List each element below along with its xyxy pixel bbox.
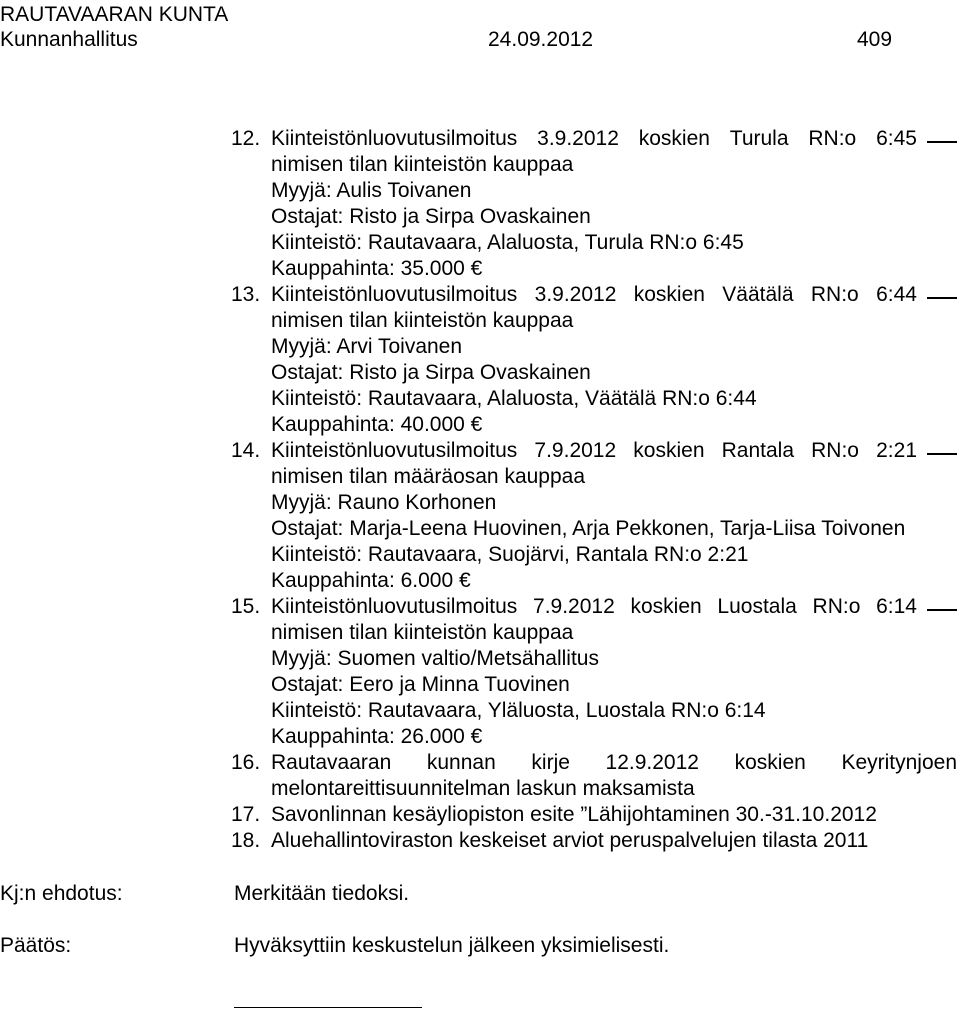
notice-item xyxy=(231,282,957,438)
title-word: RN:o xyxy=(811,439,859,462)
item-detail-line: Kauppahinta: 40.000 € xyxy=(271,413,483,436)
item-number: 16. xyxy=(231,751,261,774)
item-detail-line: Myyjä: Suomen valtio/Metsähallitus xyxy=(271,647,599,670)
item-title-line: Aluehallintoviraston keskeiset arviot peruspalvelujen tilasta 2011 xyxy=(271,829,869,852)
item-number: 13. xyxy=(231,283,261,306)
item-detail-line: Ostajat: Risto ja Sirpa Ovaskainen xyxy=(271,361,591,384)
title-word: koskien xyxy=(734,751,806,774)
signature-line xyxy=(234,1007,422,1008)
item-title-line xyxy=(271,126,957,152)
item-title-line xyxy=(271,594,957,620)
title-word: koskien xyxy=(633,283,705,306)
title-word: Väätälä xyxy=(722,283,794,306)
title-word: Keyritynjoen xyxy=(841,751,957,774)
title-word: Kiinteistönluovutusilmoitus xyxy=(271,283,518,306)
title-word: koskien xyxy=(630,595,702,618)
item-title-line xyxy=(271,282,957,308)
title-word: Kiinteistönluovutusilmoitus xyxy=(271,127,518,150)
notice-item xyxy=(231,594,957,750)
item-detail-line: Kiinteistö: Rautavaara, Suojärvi, Rantala RN:o 2:21 xyxy=(271,543,749,566)
title-word: 6:14 xyxy=(876,595,917,618)
decision-label: Päätös: xyxy=(0,934,72,957)
title-word: Rautavaaran xyxy=(271,751,392,774)
item-detail-line: nimisen tilan kiinteistön kauppaa xyxy=(271,309,574,332)
item-detail-line: Ostajat: Eero ja Minna Tuovinen xyxy=(271,673,570,696)
title-word: Kiinteistönluovutusilmoitus xyxy=(271,595,518,618)
item-detail-line: Myyjä: Aulis Toivanen xyxy=(271,179,472,202)
title-word: kirje xyxy=(531,751,570,774)
title-word: RN:o xyxy=(810,283,859,306)
title-word: RN:o xyxy=(812,595,861,618)
title-word: 6:44 xyxy=(876,283,917,306)
item-detail-line: Ostajat: Marja-Leena Huovinen, Arja Pekkonen, Tarja-Liisa Toivonen xyxy=(271,517,906,540)
item-detail-line: Kauppahinta: 6.000 € xyxy=(271,569,471,592)
item-detail-line: Kiinteistö: Rautavaara, Yläluosta, Luostala RN:o 6:14 xyxy=(271,699,766,722)
title-word: RN:o xyxy=(808,127,857,150)
item-title-line xyxy=(271,750,957,776)
title-word: Turula xyxy=(729,127,789,150)
item-detail-line: Ostajat: Risto ja Sirpa Ovaskainen xyxy=(271,205,591,228)
item-number: 12. xyxy=(231,127,261,150)
item-detail-line: nimisen tilan kiinteistön kauppaa xyxy=(271,621,574,644)
item-title-line: Savonlinnan kesäyliopiston esite ”Lähijohtaminen 30.-31.10.2012 xyxy=(271,803,877,826)
item-detail-line: nimisen tilan määräosan kauppaa xyxy=(271,465,586,488)
title-word: Rantala xyxy=(721,439,795,462)
item-number: 14. xyxy=(231,439,261,462)
title-word: 2:21 xyxy=(876,439,917,462)
item-detail-line: Myyjä: Arvi Toivanen xyxy=(271,335,463,358)
title-word: 3.9.2012 xyxy=(537,127,619,150)
notice-item xyxy=(231,750,957,802)
decision-text: Hyväksyttiin keskustelun jälkeen yksimielisesti. xyxy=(234,934,670,957)
proposal-text: Merkitään tiedoksi. xyxy=(234,882,410,905)
title-word: koskien xyxy=(633,439,705,462)
title-word: koskien xyxy=(638,127,710,150)
title-word: Kiinteistönluovutusilmoitus xyxy=(271,439,518,462)
title-word: 6:45 xyxy=(876,127,917,150)
item-detail-line: Kauppahinta: 35.000 € xyxy=(271,257,483,280)
item-detail-line: Kauppahinta: 26.000 € xyxy=(271,725,483,748)
body-name: Kunnanhallitus xyxy=(0,28,138,51)
item-detail-line: Kiinteistö: Rautavaara, Alaluosta, Turula RN:o 6:45 xyxy=(271,231,744,254)
meeting-date: 24.09.2012 xyxy=(488,28,594,51)
item-detail-line: Kiinteistö: Rautavaara, Alaluosta, Väätälä RN:o 6:44 xyxy=(271,387,757,410)
title-word: 7.9.2012 xyxy=(533,595,615,618)
title-word: 7.9.2012 xyxy=(534,439,617,462)
page-number: 409 xyxy=(857,28,893,51)
proposal-label: Kj:n ehdotus: xyxy=(0,882,123,905)
item-number: 15. xyxy=(231,595,261,618)
notice-item xyxy=(231,802,957,828)
org-name: RAUTAVAARAN KUNTA xyxy=(0,3,229,26)
notice-item xyxy=(231,126,957,282)
title-word: 3.9.2012 xyxy=(534,283,617,306)
notice-list xyxy=(231,126,957,854)
item-number: 18. xyxy=(231,829,261,852)
item-detail-line: melontareittisuunnitelman laskun maksamista xyxy=(271,777,695,800)
notice-item xyxy=(231,438,957,594)
item-number: 17. xyxy=(231,803,261,826)
item-title-line xyxy=(271,438,957,464)
notice-item xyxy=(231,828,957,854)
item-detail-line: nimisen tilan kiinteistön kauppaa xyxy=(271,153,574,176)
title-word: 12.9.2012 xyxy=(605,751,699,774)
title-word: kunnan xyxy=(426,751,496,774)
item-detail-line: Myyjä: Rauno Korhonen xyxy=(271,491,497,514)
title-word: Luostala xyxy=(717,595,797,618)
